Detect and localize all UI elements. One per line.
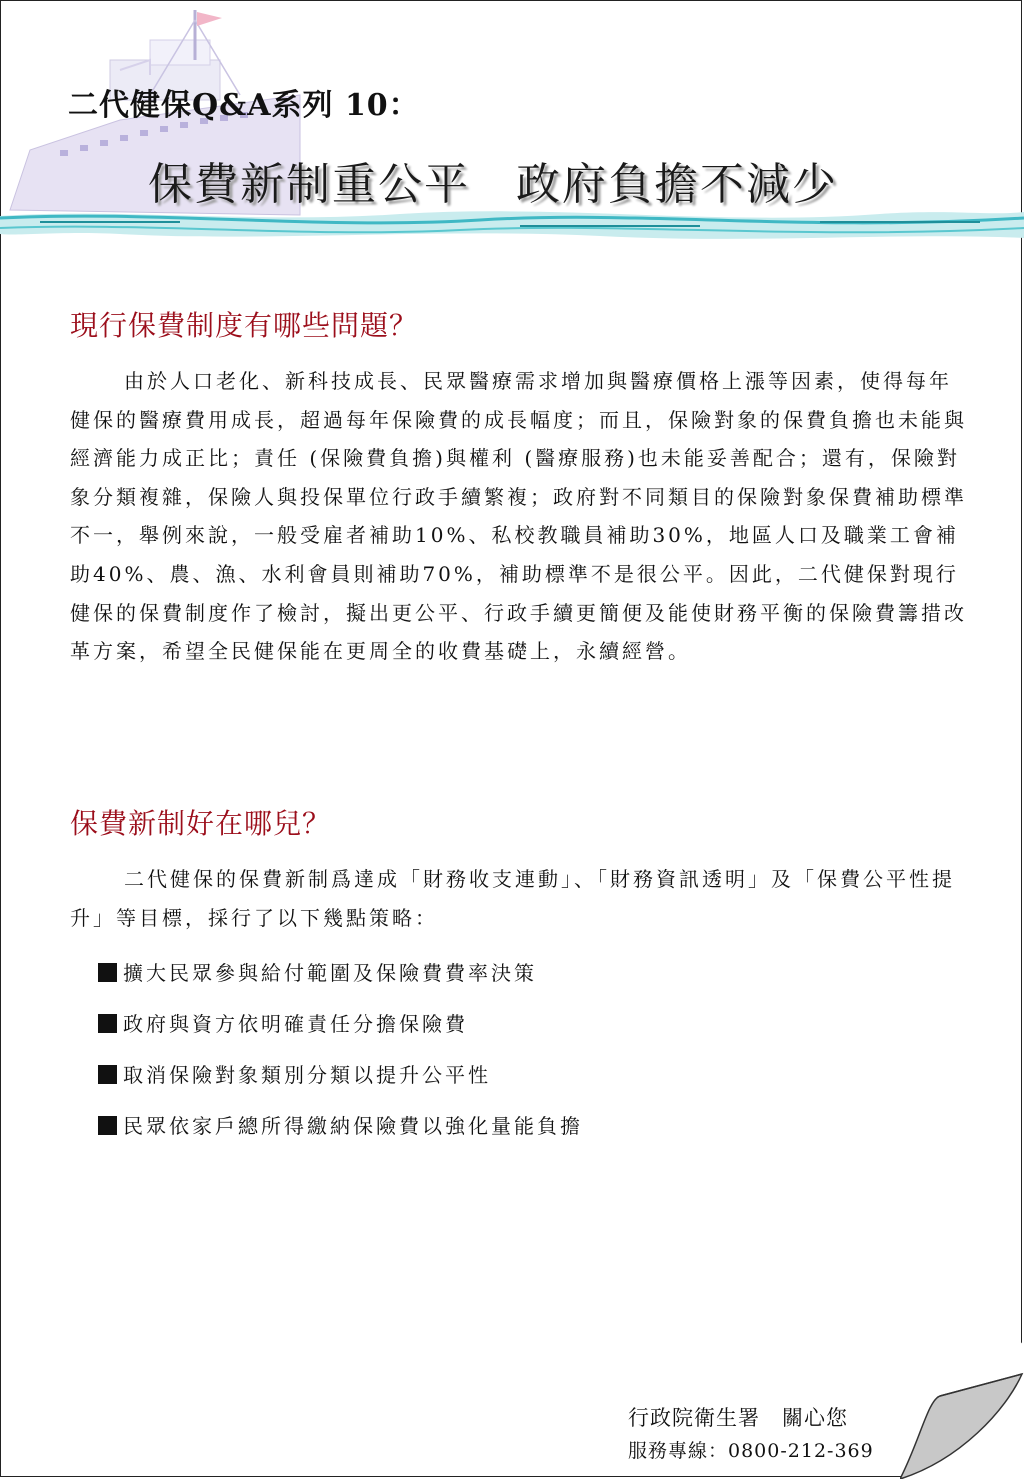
square-bullet-icon [98, 1116, 117, 1135]
list-item [98, 1009, 583, 1060]
section-heading-problems: 現行保費制度有哪些問題？ [70, 309, 419, 342]
footer-hotline: 服務專線：0800-212-369 [628, 1440, 874, 1462]
page-title: 保費新制重公平 政府負擔不減少 [148, 159, 838, 210]
wave-band [0, 211, 1024, 239]
ship-illustration [0, 0, 1024, 250]
list-item [98, 1060, 583, 1111]
list-item-text: 民眾依家戶總所得繳納保險費以強化量能負擔 [123, 1114, 583, 1138]
list-item [98, 1111, 583, 1162]
square-bullet-icon [98, 1065, 117, 1084]
section-paragraph-benefits: 二代健保的保費新制爲達成「財務收支連動」、「財務資訊透明」及「保費公平性提升」等目標，採行了以下幾點策略： [70, 867, 955, 930]
list-item-text: 擴大民眾參與給付範圍及保險費費率決策 [123, 961, 537, 985]
list-item-text: 取消保險對象類別分類以提升公平性 [123, 1063, 491, 1087]
series-label: 二代健保Q&A系列 10： [68, 88, 420, 123]
section-heading-benefits: 保費新制好在哪兒？ [70, 807, 332, 840]
section-paragraph-problems: 由於人口老化、新科技成長、民眾醫療需求增加與醫療價格上漲等因素，使得每年健保的醫療費用成長，超過每年保險費的成長幅度；而且，保險對象的保費負擔也未能與經濟能力成正比；責任 (保險費負擔)與權利 (醫療服務)也未能妥善配合；還有，保險對象分類複雜，保險人與投保單位行政手續繁複；政府對不同類目的保險對象保費補助標準不一，舉例來說，一般受雇者補助10%、私校教職員補助30%，地區人口及職業工會補助40%、農、漁、水利會員則補助70%，補助標準不是很公平。因此，二代健保對現行健保的保費制度作了檢討，擬出更公平、行政手續更簡便及能使財務平衡的保險費籌措改革方案，希望全民健保能在更周全的收費基礎上，永續經營。 [70, 369, 967, 664]
square-bullet-icon [98, 963, 117, 982]
strategy-list [98, 958, 583, 1162]
footer-organization: 行政院衛生署 關心您 [628, 1406, 848, 1430]
flag-icon [197, 12, 222, 26]
page-curl-icon [900, 1340, 1024, 1479]
list-item-text: 政府與資方依明確責任分擔保險費 [123, 1012, 468, 1036]
list-item [98, 958, 583, 1009]
square-bullet-icon [98, 1014, 117, 1033]
